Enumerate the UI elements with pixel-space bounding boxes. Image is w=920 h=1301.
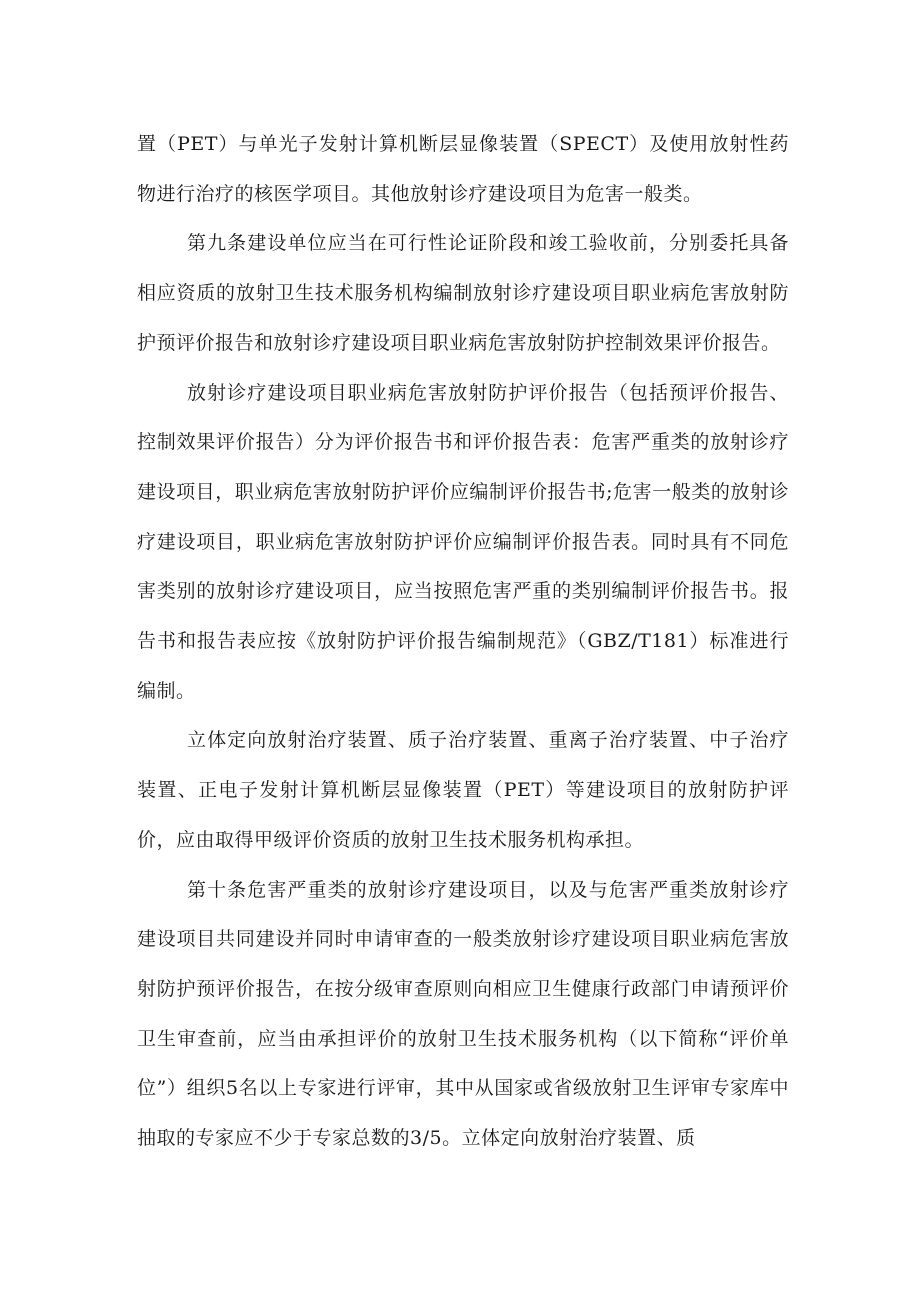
- paragraph-1: 置（PET）与单光子发射计算机断层显像装置（SPECT）及使用放射性药物进行治疗的核医学项目。其他放射诊疗建设项目为危害一般类。: [137, 133, 789, 205]
- paragraph-2: 第九条建设单位应当在可行性论证阶段和竣工验收前，分别委托具备相应资质的放射卫生技术服务机构编制放射诊疗建设项目职业病危害放射防护预评价报告和放射诊疗建设项目职业病危害放射防护控制效果评价报告。: [137, 232, 789, 354]
- paragraph-5: 第十条危害严重类的放射诊疗建设项目，以及与危害严重类放射诊疗建设项目共同建设并同时申请审查的一般类放射诊疗建设项目职业病危害放射防护预评价报告，在按分级审查原则向相应卫生健康行政部门申请预评价卫生审查前，应当由承担评价的放射卫生技术服务机构（以下简称“评价单位”）组织5名以上专家进行评审，其中从国家或省级放射卫生评审专家库中抽取的专家应不少于专家总数的3/5。立体定向放射治疗装置、质: [137, 878, 789, 1150]
- paragraph-4: 立体定向放射治疗装置、质子治疗装置、重离子治疗装置、中子治疗装置、正电子发射计算机断层显像装置（PET）等建设项目的放射防护评价，应由取得甲级评价资质的放射卫生技术服务机构承担。: [137, 729, 789, 851]
- paragraph-3: 放射诊疗建设项目职业病危害放射防护评价报告（包括预评价报告、控制效果评价报告）分为评价报告书和评价报告表：危害严重类的放射诊疗建设项目，职业病危害放射防护评价应编制评价报告书;危害一般类的放射诊疗建设项目，职业病危害放射防护评价应编制评价报告表。同时具有不同危害类别的放射诊疗建设项目，应当按照危害严重的类别编制评价报告书。报告书和报告表应按《放射防护评价报告编制规范》（GBZ/T181）标准进行编制。: [137, 381, 789, 702]
- document-body: [137, 120, 789, 1164]
